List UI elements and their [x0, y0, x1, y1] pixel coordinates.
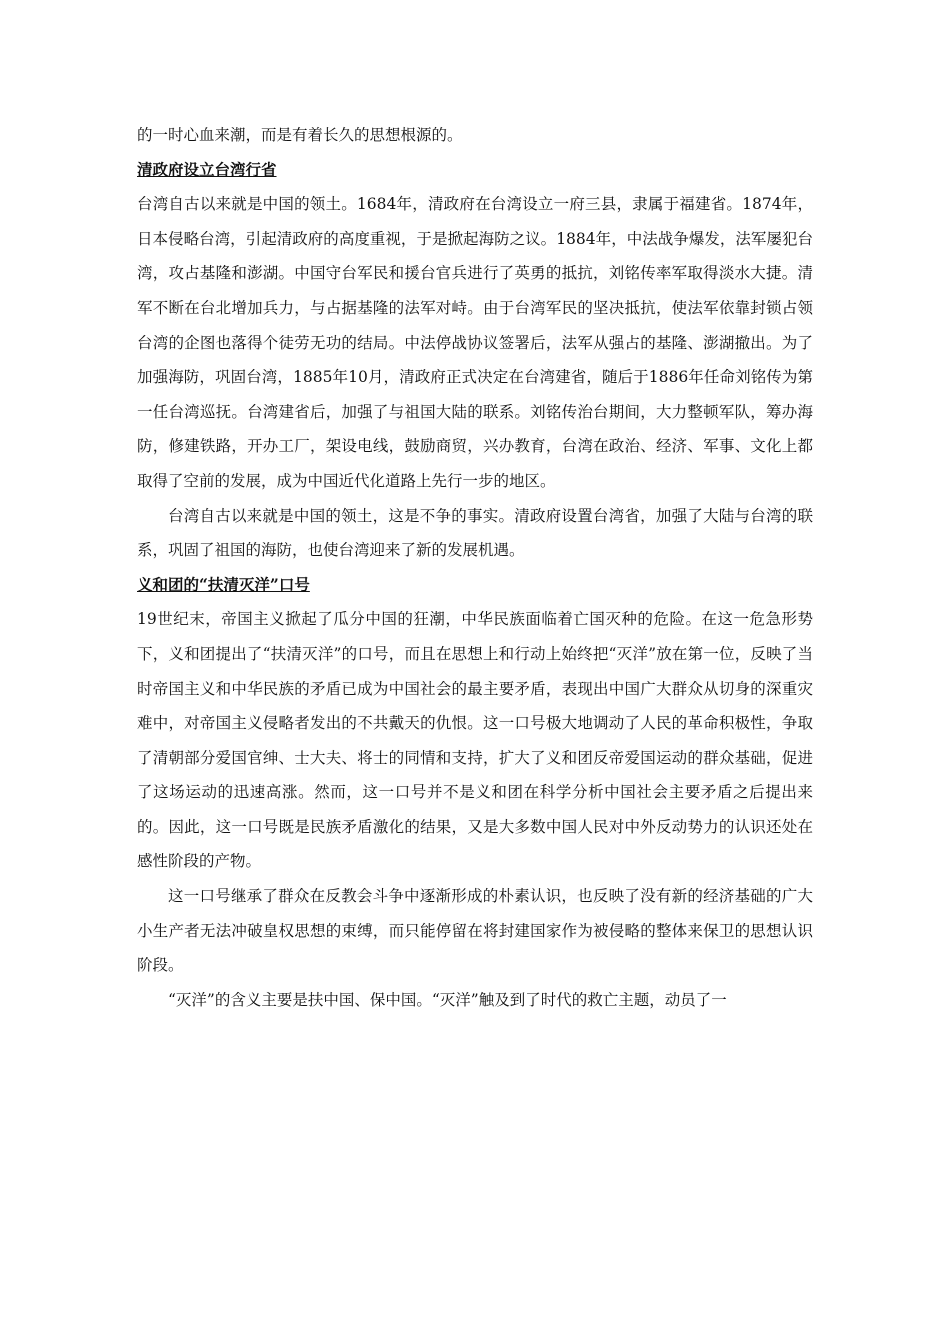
document-page: [137, 118, 813, 1017]
section-heading-taiwan-province: 清政府设立台湾行省: [137, 159, 277, 179]
paragraph-slogan-meaning: “灭洋”的含义主要是扶中国、保中国。“灭洋”触及到了时代的救亡主题，动员了一: [168, 990, 727, 1009]
paragraph-taiwan-history: 台湾自古以来就是中国的领土。1684年，清政府在台湾设立一府三县，隶属于福建省。1874年，日本侵略台湾，引起清政府的高度重视，于是掀起海防之议。1884年，中法战争爆发，法军屡犯台湾，攻占基隆和澎湖。中国守台军民和援台官兵进行了英勇的抵抗，刘铭传率军取得淡水大捷。清军不断在台北增加兵力，与占据基隆的法军对峙。由于台湾军民的坚决抵抗，使法军依靠封锁占领台湾的企图也落得个徒劳无功的结局。中法停战协议签署后，法军从强占的基隆、澎湖撤出。为了加强海防，巩固台湾，1885年10月，清政府正式决定在台湾建省，随后于1886年任命刘铭传为第一任台湾巡抚。台湾建省后，加强了与祖国大陆的联系。刘铭传治台期间，大力整顿军队，筹办海防，修建铁路，开办工厂，架设电线，鼓励商贸，兴办教育，台湾在政治、经济、军事、文化上都取得了空前的发展，成为中国近代化道路上先行一步的地区。: [137, 195, 813, 490]
paragraph-taiwan-summary: 台湾自古以来就是中国的领土，这是不争的事实。清政府设置台湾省，加强了大陆与台湾的联系，巩固了祖国的海防，也使台湾迎来了新的发展机遇。: [137, 506, 813, 560]
paragraph-continuation: 的一时心血来潮，而是有着长久的思想根源的。: [137, 126, 463, 144]
paragraph-boxer-background: 19世纪末，帝国主义掀起了瓜分中国的狂潮，中华民族面临着亡国灭种的危险。在这一危急形势下，义和团提出了“扶清灭洋”的口号，而且在思想上和行动上始终把“灭洋”放在第一位，反映了当时帝国主义和中华民族的矛盾已成为中国社会的最主要矛盾，表现出中国广大群众从切身的深重灾难中，对帝国主义侵略者发出的不共戴天的仇恨。这一口号极大地调动了人民的革命积极性，争取了清朝部分爱国官绅、士大夫、将士的同情和支持，扩大了义和团反帝爱国运动的群众基础，促进了这场运动的迅速高涨。然而，这一口号并不是义和团在科学分析中国社会主要矛盾之后提出来的。因此，这一口号既是民族矛盾激化的结果，又是大多数中国人民对中外反动势力的认识还处在感性阶段的产物。: [137, 610, 813, 871]
paragraph-slogan-analysis: 这一口号继承了群众在反教会斗争中逐渐形成的朴素认识，也反映了没有新的经济基础的广大小生产者无法冲破皇权思想的束缚，而只能停留在将封建国家作为被侵略的整体来保卫的思想认识阶段。: [137, 887, 813, 975]
section-heading-boxer-slogan: 义和团的“扶清灭洋”口号: [137, 574, 310, 594]
